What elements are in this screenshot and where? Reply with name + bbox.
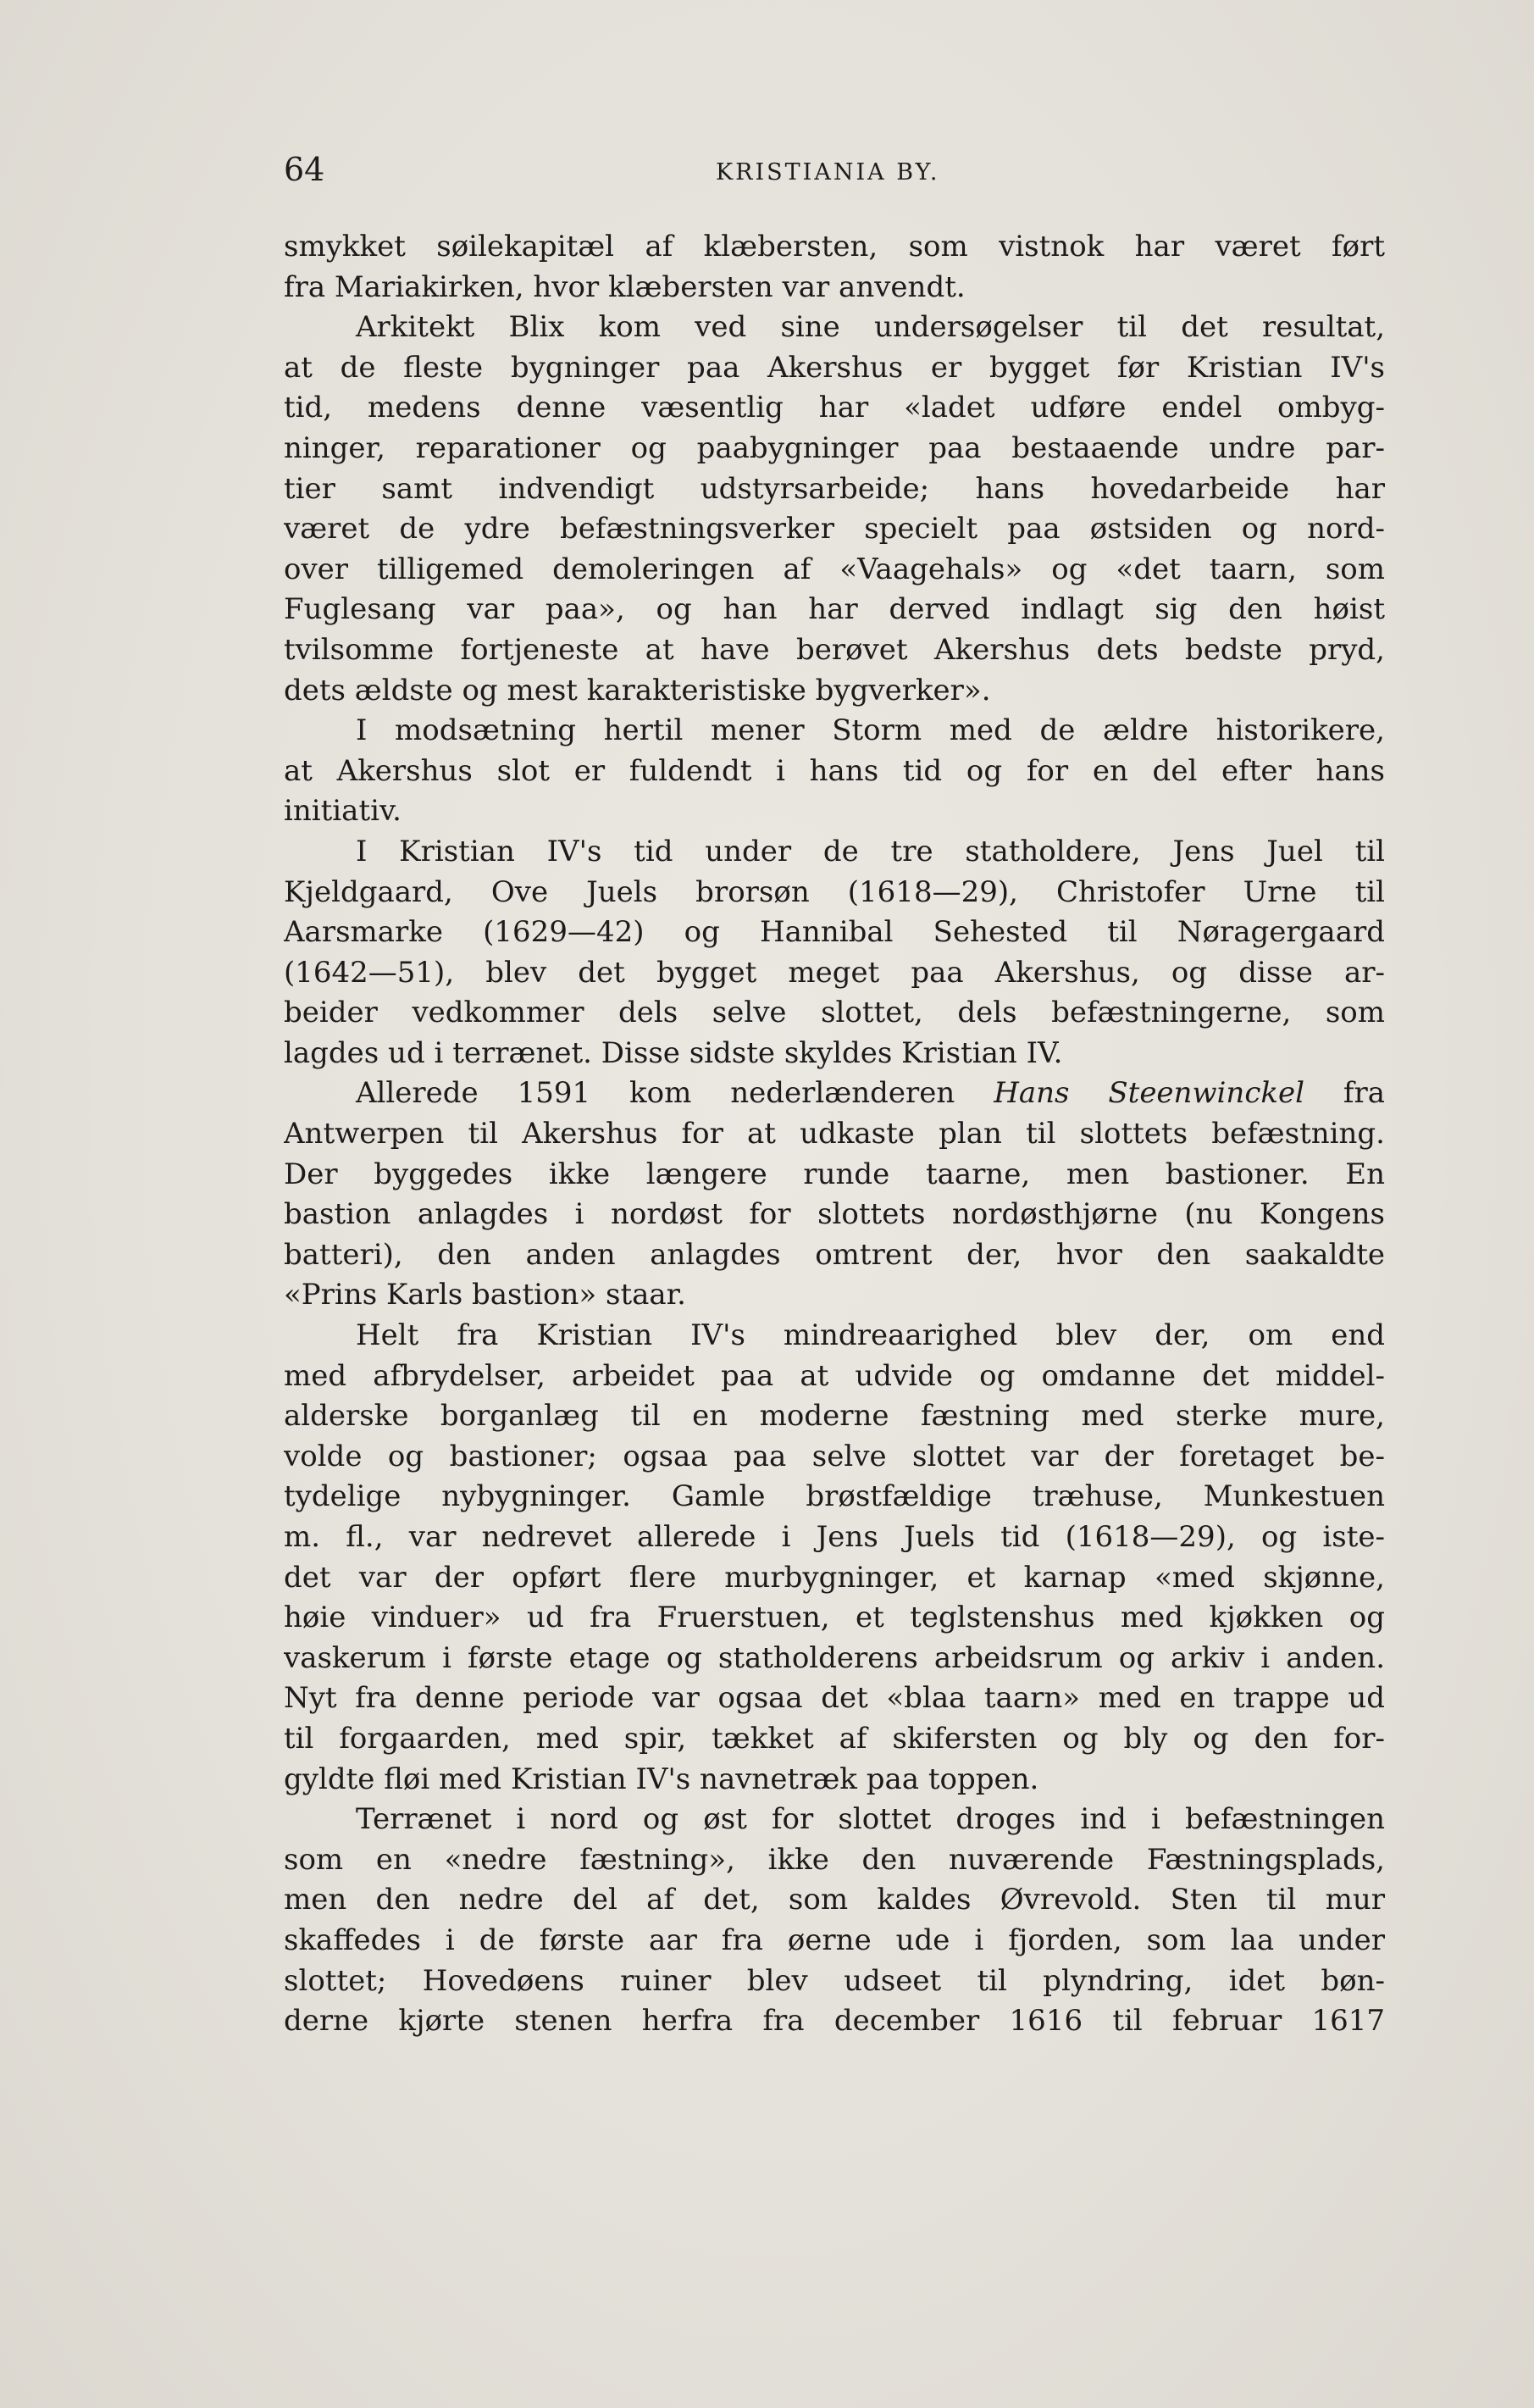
text-line: bastion anlagdes i nordøst for slottets nordøsthjørne (nu Kongens — [284, 1197, 1385, 1232]
italic-name: Hans Steenwinckel — [994, 1076, 1304, 1111]
text-line: m. fl., var nedrevet allerede i Jens Juels tid (1618—29), og iste- — [284, 1520, 1385, 1554]
text-line: med afbrydelser, arbeidet paa at udvide og omdanne det middel- — [284, 1358, 1385, 1393]
running-head: KRISTIANIA BY. — [716, 159, 940, 186]
text-line: tydelige nybygninger. Gamle brøstfældige træhuse, Munkestuen — [284, 1479, 1385, 1514]
text-line: alderske borganlæg til en moderne fæstning med sterke mure, — [284, 1399, 1385, 1434]
text-line: volde og bastioner; ogsaa paa selve slottet var der foretaget be- — [284, 1439, 1385, 1473]
text-line: initiativ. — [284, 794, 401, 829]
text-line: slottet; Hovedøens ruiner blev udseet til plyndring, idet bøn- — [284, 1963, 1385, 1998]
text-line: batteri), den anden anlagdes omtrent der, hvor den saakaldte — [284, 1237, 1385, 1272]
text-line: høie vinduer» ud fra Fruerstuen, et teglstenshus med kjøkken og — [284, 1601, 1385, 1635]
page-header — [284, 151, 1385, 202]
text-line: gyldte fløi med Kristian IV's navnetræk paa toppen. — [284, 1762, 1039, 1796]
text-line: (1642—51), blev det bygget meget paa Akershus, og disse ar- — [284, 955, 1385, 990]
text-line: at Akershus slot er fuldendt i hans tid og for en del efter hans — [284, 753, 1385, 788]
text-line: Aarsmarke (1629—42) og Hannibal Sehested til Nøragergaard — [284, 915, 1385, 950]
text-line: Der byggedes ikke længere runde taarne, men bastioner. En — [284, 1157, 1385, 1191]
text-line: tier samt indvendigt udstyrsarbeide; hans hovedarbeide har — [284, 471, 1385, 506]
text-line: I Kristian IV's tid under de tre statholdere, Jens Juel til — [356, 834, 1385, 868]
text-line: dets ældste og mest karakteristiske bygverker». — [284, 673, 991, 707]
text-line: Antwerpen til Akershus for at udkaste plan til slottets befæstning. — [284, 1117, 1385, 1151]
text-line: smykket søilekapitæl af klæbersten, som vistnok har været ført — [284, 230, 1385, 264]
text-line: skaffedes i de første aar fra øerne ude i fjorden, som laa under — [284, 1923, 1385, 1957]
text-segment: Allerede 1591 kom nederlænderen — [356, 1076, 955, 1111]
text-line: I modsætning hertil mener Storm med de ældre historikere, — [356, 713, 1385, 748]
text-block-2 — [284, 1114, 1385, 2042]
text-line: «Prins Karls bastion» staar. — [284, 1278, 686, 1312]
text-line: men den nedre del af det, som kaldes Øvrevold. Sten til mur — [284, 1883, 1385, 1917]
text-line: det var der opført flere murbygninger, et karnap «med skjønne, — [284, 1560, 1385, 1595]
text-line: lagdes ud i terrænet. Disse sidste skyldes Kristian IV. — [284, 1035, 1063, 1070]
text-segment: fra — [1343, 1076, 1385, 1111]
text-line: tid, medens denne væsentlig har «ladet udføre endel ombyg- — [284, 391, 1385, 425]
body-text — [284, 227, 1385, 2042]
text-line: over tilligemed demoleringen af «Vaagehals» og «det taarn, som — [284, 552, 1385, 586]
text-line: vaskerum i første etage og statholderens arbeidsrum og arkiv i anden. — [284, 1640, 1385, 1675]
text-line: Helt fra Kristian IV's mindreaarighed blev der, om end — [356, 1318, 1385, 1353]
text-block-1 — [284, 227, 1385, 1074]
text-line: ninger, reparationer og paabygninger paa bestaaende undre par- — [284, 430, 1385, 465]
text-line: Terrænet i nord og øst for slottet droges ind i befæstningen — [356, 1802, 1385, 1837]
text-line: Nyt fra denne periode var ogsaa det «blaa taarn» med en trappe ud — [284, 1681, 1385, 1716]
text-line: Arkitekt Blix kom ved sine undersøgelser til det resultat, — [356, 310, 1385, 345]
text-line: Fuglesang var paa», og han har derved indlagt sig den høist — [284, 592, 1385, 627]
text-line: som en «nedre fæstning», ikke den nuværende Fæstningsplads, — [284, 1842, 1385, 1877]
text-line: tvilsomme fortjeneste at have berøvet Akershus dets bedste pryd, — [284, 632, 1385, 667]
text-line — [284, 1074, 1385, 1114]
text-line: Kjeldgaard, Ove Juels brorsøn (1618—29), Christofer Urne til — [284, 874, 1385, 909]
text-line: til forgaarden, med spir, tækket af skifersten og bly og den for- — [284, 1721, 1385, 1756]
text-line: fra Mariakirken, hvor klæbersten var anvendt. — [284, 269, 966, 304]
text-line: beider vedkommer dels selve slottet, dels befæstningerne, som — [284, 996, 1385, 1030]
page-number: 64 — [284, 151, 325, 188]
text-line: at de fleste bygninger paa Akershus er bygget før Kristian IV's — [284, 350, 1385, 385]
text-line: været de ydre befæstningsverker specielt paa østsiden og nord- — [284, 512, 1385, 547]
text-line: derne kjørte stenen herfra fra december 1616 til februar 1617 — [284, 2004, 1385, 2039]
